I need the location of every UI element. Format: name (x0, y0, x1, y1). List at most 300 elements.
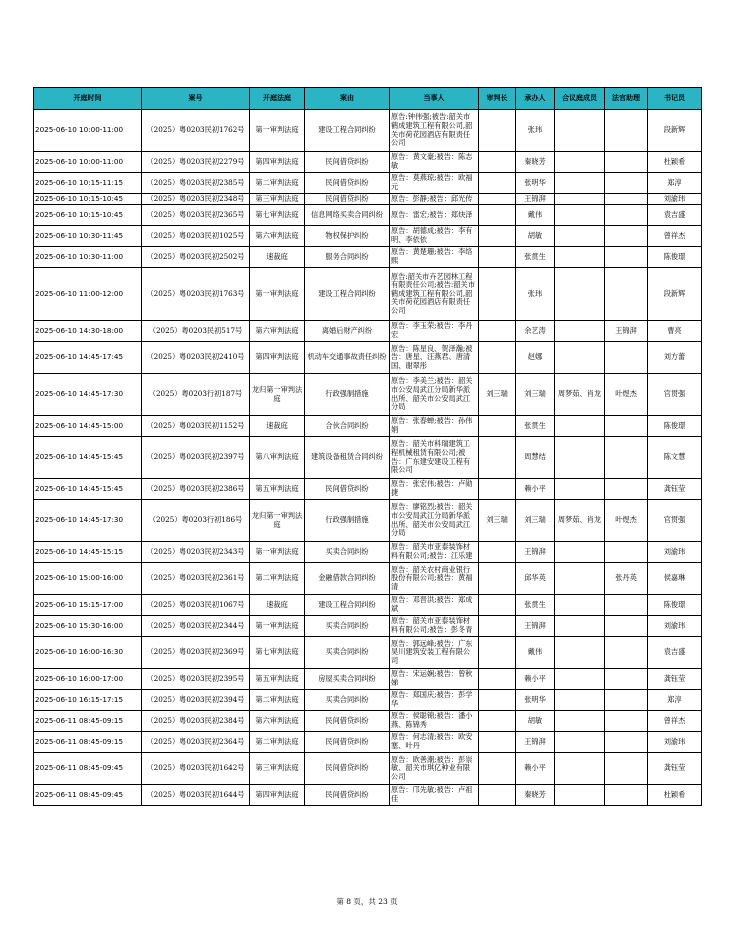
cause-cell: 民间借贷纠纷 (305, 753, 390, 785)
column-header-court: 开庭法庭 (250, 88, 305, 110)
court-cell: 第六审判法庭 (250, 226, 305, 247)
cause-cell: 建设工程合同纠纷 (305, 268, 390, 321)
table-row (34, 732, 702, 753)
handler-cell: 赵娜 (516, 342, 555, 374)
panel-members-cell (555, 732, 605, 753)
clerk-cell: 曹亮 (648, 321, 702, 342)
judge-assistant-cell (605, 542, 648, 563)
case-number-cell: （2025）粤0203民初1642号 (142, 753, 250, 785)
parties-cell: 原告：韶关农村商业银行股份有限公司;被告：黄福清 (390, 563, 479, 595)
judge-assistant-cell (605, 637, 648, 669)
presiding-judge-cell (479, 637, 516, 669)
handler-cell: 张贯生 (516, 416, 555, 437)
handler-cell: 张玮 (516, 268, 555, 321)
handler-cell: 秦晓芳 (516, 785, 555, 806)
cause-cell: 房屋买卖合同纠纷 (305, 669, 390, 690)
time-cell: 2025-06-10 10:15-10:45 (34, 205, 142, 226)
presiding-judge-cell (479, 205, 516, 226)
clerk-cell: 刘渝玮 (648, 732, 702, 753)
time-cell: 2025-06-10 14:45-15:45 (34, 479, 142, 500)
time-cell: 2025-06-10 10:30-11:45 (34, 226, 142, 247)
judge-assistant-cell (605, 479, 648, 500)
court-cell: 第四审判法庭 (250, 152, 305, 173)
court-cell: 第六审判法庭 (250, 711, 305, 732)
court-cell: 第一审判法庭 (250, 268, 305, 321)
cause-cell: 民间借贷纠纷 (305, 173, 390, 194)
court-cell: 第四审判法庭 (250, 785, 305, 806)
court-cell: 第三审判法庭 (250, 753, 305, 785)
judge-assistant-cell (605, 247, 648, 268)
handler-cell: 张明华 (516, 173, 555, 194)
table-row (34, 268, 702, 321)
parties-cell: 原告：邝先敏;被告：卢祖佳 (390, 785, 479, 806)
case-number-cell: （2025）粤0203民初2365号 (142, 205, 250, 226)
table-row (34, 753, 702, 785)
handler-cell: 张明华 (516, 690, 555, 711)
parties-cell: 原告：张春蝉;被告：孙伟娟 (390, 416, 479, 437)
cause-cell: 买卖合同纠纷 (305, 637, 390, 669)
parties-cell: 原告：欧善潮;被告：彭崇敏、韶关市琪亿种业有限公司 (390, 753, 479, 785)
clerk-cell: 杜颖希 (648, 152, 702, 173)
time-cell: 2025-06-10 15:30-16:00 (34, 616, 142, 637)
handler-cell: 赖小平 (516, 669, 555, 690)
case-number-cell: （2025）粤0203民初1152号 (142, 416, 250, 437)
table-row (34, 374, 702, 416)
judge-assistant-cell (605, 669, 648, 690)
presiding-judge-cell (479, 785, 516, 806)
column-header-panel-members: 合议庭成员 (555, 88, 605, 110)
judge-assistant-cell (605, 595, 648, 616)
case-number-cell: （2025）粤0203民初2397号 (142, 437, 250, 479)
case-number-cell: （2025）粤0203民初1762号 (142, 110, 250, 152)
case-number-cell: （2025）粤0203行初186号 (142, 500, 250, 542)
case-number-cell: （2025）粤0203民初1644号 (142, 785, 250, 806)
panel-members-cell (555, 416, 605, 437)
cause-cell: 民间借贷纠纷 (305, 194, 390, 205)
table-row (34, 416, 702, 437)
cause-cell: 金融借款合同纠纷 (305, 563, 390, 595)
presiding-judge-cell (479, 437, 516, 479)
judge-assistant-cell (605, 753, 648, 785)
judge-assistant-cell (605, 205, 648, 226)
case-number-cell: （2025）粤0203民初1067号 (142, 595, 250, 616)
presiding-judge-cell (479, 226, 516, 247)
presiding-judge-cell (479, 173, 516, 194)
column-header-cause: 案由 (305, 88, 390, 110)
cause-cell: 民间借贷纠纷 (305, 711, 390, 732)
time-cell: 2025-06-10 14:45-17:30 (34, 500, 142, 542)
handler-cell: 秦晓芳 (516, 152, 555, 173)
panel-members-cell (555, 616, 605, 637)
table-row (34, 637, 702, 669)
cause-cell: 民间借贷纠纷 (305, 152, 390, 173)
handler-cell: 王锦湃 (516, 616, 555, 637)
table-row (34, 437, 702, 479)
court-cell: 第四审判法庭 (250, 342, 305, 374)
case-number-cell: （2025）粤0203民初2348号 (142, 194, 250, 205)
presiding-judge-cell (479, 247, 516, 268)
parties-cell: 原告:钟伟强;被告:韶关市鹤成建筑工程有限公司,韶关市荷花园酒店有限责任公司 (390, 110, 479, 152)
handler-cell: 胡敏 (516, 711, 555, 732)
table-row (34, 342, 702, 374)
clerk-cell: 袁吉盛 (648, 637, 702, 669)
case-number-cell: （2025）粤0203民初2385号 (142, 173, 250, 194)
column-header-parties: 当事人 (390, 88, 479, 110)
judge-assistant-cell (605, 226, 648, 247)
cause-cell: 买卖合同纠纷 (305, 542, 390, 563)
handler-cell: 周慧结 (516, 437, 555, 479)
clerk-cell: 刘渝玮 (648, 194, 702, 205)
cause-cell: 信息网络买卖合同纠纷 (305, 205, 390, 226)
table-header-row (34, 88, 702, 110)
cause-cell: 合伙合同纠纷 (305, 416, 390, 437)
table-row (34, 205, 702, 226)
time-cell: 2025-06-10 14:45-15:00 (34, 416, 142, 437)
clerk-cell: 刘渝玮 (648, 616, 702, 637)
court-cell: 第二审判法庭 (250, 690, 305, 711)
parties-cell: 原告：胡德成;被告：李有明、李依依 (390, 226, 479, 247)
clerk-cell: 龚钰莹 (648, 479, 702, 500)
cause-cell: 服务合同纠纷 (305, 247, 390, 268)
panel-members-cell (555, 690, 605, 711)
clerk-cell: 龚钰莹 (648, 669, 702, 690)
parties-cell: 原告：韶关市亚泰装饰材料有限公司;被告：彭冬青 (390, 616, 479, 637)
court-cell: 第二审判法庭 (250, 732, 305, 753)
handler-cell: 张玮 (516, 110, 555, 152)
panel-members-cell (555, 753, 605, 785)
parties-cell: 原告：郑国庆;被告：彭学华 (390, 690, 479, 711)
handler-cell: 王锦湃 (516, 732, 555, 753)
panel-members-cell (555, 173, 605, 194)
parties-cell: 原告：廖铭烈;被告：韶关市公安局武江分局新华派出所、韶关市公安局武江分局 (390, 500, 479, 542)
judge-assistant-cell (605, 732, 648, 753)
clerk-cell: 陈俊璟 (648, 247, 702, 268)
page-footer: 第 8 页，共 23 页 (336, 897, 398, 906)
column-header-case-number: 案号 (142, 88, 250, 110)
time-cell: 2025-06-10 16:00-17:00 (34, 669, 142, 690)
cause-cell: 物权保护纠纷 (305, 226, 390, 247)
panel-members-cell (555, 268, 605, 321)
judge-assistant-cell: 张丹英 (605, 563, 648, 595)
handler-cell: 刘三瑞 (516, 374, 555, 416)
time-cell: 2025-06-11 08:45-09:45 (34, 753, 142, 785)
time-cell: 2025-06-10 11:00-12:00 (34, 268, 142, 321)
presiding-judge-cell (479, 563, 516, 595)
parties-cell: 原告：张宏伟;被告：卢勋捷 (390, 479, 479, 500)
court-cell: 第一审判法庭 (250, 542, 305, 563)
panel-members-cell: 周梦茹、肖龙 (555, 374, 605, 416)
table-row (34, 542, 702, 563)
case-number-cell: （2025）粤0203民初2502号 (142, 247, 250, 268)
handler-cell: 刘三瑞 (516, 500, 555, 542)
case-number-cell: （2025）粤0203民初1763号 (142, 268, 250, 321)
table-row (34, 152, 702, 173)
court-cell: 速裁庭 (250, 595, 305, 616)
panel-members-cell (555, 669, 605, 690)
court-cell: 第三审判法庭 (250, 194, 305, 205)
case-number-cell: （2025）粤0203民初2279号 (142, 152, 250, 173)
clerk-cell: 郑淳 (648, 690, 702, 711)
time-cell: 2025-06-10 16:00-16:30 (34, 637, 142, 669)
parties-cell: 原告：李美兰;被告：韶关市公安局武江分局新华派出所、韶关市公安局武江分局 (390, 374, 479, 416)
parties-cell: 原告：雷宏;被告：郑炔泽 (390, 205, 479, 226)
table-row (34, 690, 702, 711)
time-cell: 2025-06-10 14:45-15:45 (34, 437, 142, 479)
judge-assistant-cell (605, 173, 648, 194)
handler-cell: 王锦湃 (516, 194, 555, 205)
column-header-time: 开庭时间 (34, 88, 142, 110)
case-number-cell: （2025）粤0203民初2410号 (142, 342, 250, 374)
time-cell: 2025-06-11 08:45-09:45 (34, 785, 142, 806)
clerk-cell: 龚钰莹 (648, 753, 702, 785)
time-cell: 2025-06-10 10:00-11:00 (34, 110, 142, 152)
case-number-cell: （2025）粤0203民初2384号 (142, 711, 250, 732)
presiding-judge-cell (479, 194, 516, 205)
handler-cell: 胡敏 (516, 226, 555, 247)
table-row (34, 173, 702, 194)
table-row (34, 194, 702, 205)
table-row (34, 479, 702, 500)
cause-cell: 民间借贷纠纷 (305, 732, 390, 753)
panel-members-cell (555, 152, 605, 173)
judge-assistant-cell (605, 342, 648, 374)
court-cell: 第一审判法庭 (250, 616, 305, 637)
cause-cell: 买卖合同纠纷 (305, 616, 390, 637)
clerk-cell: 陈俊璟 (648, 595, 702, 616)
panel-members-cell (555, 226, 605, 247)
table-row (34, 500, 702, 542)
judge-assistant-cell: 叶煜杰 (605, 374, 648, 416)
parties-cell: 原告：邓晋洪;被告：郑成斌 (390, 595, 479, 616)
parties-cell: 原告：黄楚珊;被告：李络熙 (390, 247, 479, 268)
table-row (34, 563, 702, 595)
presiding-judge-cell: 刘三瑞 (479, 374, 516, 416)
panel-members-cell (555, 110, 605, 152)
parties-cell: 原告：李玉荣;被告：李丹宏 (390, 321, 479, 342)
column-header-judge-assistant: 法官助理 (605, 88, 648, 110)
column-header-presiding-judge: 审判长 (479, 88, 516, 110)
panel-members-cell (555, 194, 605, 205)
court-cell: 龙归第一审判法庭 (250, 374, 305, 416)
clerk-cell: 刘渝玮 (648, 542, 702, 563)
parties-cell: 原告:韶关市卉艺园林工程有限责任公司;被告:韶关市鹤成建筑工程有限公司,韶关市荷花园酒店有限责任公司 (390, 268, 479, 321)
clerk-cell: 侯嘉琳 (648, 563, 702, 595)
time-cell: 2025-06-10 10:30-11:00 (34, 247, 142, 268)
panel-members-cell (555, 595, 605, 616)
court-cell: 速裁庭 (250, 247, 305, 268)
handler-cell: 邱华英 (516, 563, 555, 595)
cause-cell: 行政强制措施 (305, 500, 390, 542)
panel-members-cell (555, 637, 605, 669)
judge-assistant-cell: 叶煜杰 (605, 500, 648, 542)
time-cell: 2025-06-10 14:30-18:00 (34, 321, 142, 342)
parties-cell: 原告：彭静;被告：邱光传 (390, 194, 479, 205)
judge-assistant-cell: 王锦湃 (605, 321, 648, 342)
court-cell: 第七审判法庭 (250, 205, 305, 226)
presiding-judge-cell: 刘三瑞 (479, 500, 516, 542)
handler-cell: 戴伟 (516, 205, 555, 226)
parties-cell: 原告：莫燕琼;被告：欧福元 (390, 173, 479, 194)
cause-cell: 建筑设备租赁合同纠纷 (305, 437, 390, 479)
court-cell: 第七审判法庭 (250, 637, 305, 669)
parties-cell: 原告：韶关市科瑞建筑工程机械租赁有限公司;被告：广东建安建设工程有限公司 (390, 437, 479, 479)
presiding-judge-cell (479, 595, 516, 616)
judge-assistant-cell (605, 268, 648, 321)
clerk-cell: 刘方蕾 (648, 342, 702, 374)
clerk-cell: 陈文慧 (648, 437, 702, 479)
parties-cell: 原告：韶关市亚泰装饰材料有限公司;被告：江乐建 (390, 542, 479, 563)
judge-assistant-cell (605, 711, 648, 732)
cause-cell: 建设工程合同纠纷 (305, 595, 390, 616)
parties-cell: 原告：侯聪锦;被告：潘小燕、陈锦秀 (390, 711, 479, 732)
case-number-cell: （2025）粤0203民初2386号 (142, 479, 250, 500)
parties-cell: 原告：何志清;被告：欧安塞、叶丹 (390, 732, 479, 753)
court-cell: 第二审判法庭 (250, 563, 305, 595)
parties-cell: 原告：黄文豪;被告：陈志敏 (390, 152, 479, 173)
presiding-judge-cell (479, 711, 516, 732)
court-cell: 龙归第一审判法庭 (250, 500, 305, 542)
panel-members-cell (555, 205, 605, 226)
clerk-cell: 杜颖希 (648, 785, 702, 806)
case-number-cell: （2025）粤0203民初2364号 (142, 732, 250, 753)
panel-members-cell (555, 542, 605, 563)
time-cell: 2025-06-10 10:15-11:15 (34, 173, 142, 194)
time-cell: 2025-06-10 10:15-10:45 (34, 194, 142, 205)
time-cell: 2025-06-10 14:45-17:45 (34, 342, 142, 374)
table-row (34, 226, 702, 247)
handler-cell: 赖小平 (516, 479, 555, 500)
time-cell: 2025-06-11 08:45-09:15 (34, 732, 142, 753)
court-cell: 第五审判法庭 (250, 479, 305, 500)
presiding-judge-cell (479, 542, 516, 563)
court-cell: 第二审判法庭 (250, 173, 305, 194)
table-row (34, 785, 702, 806)
case-number-cell: （2025）粤0203民初2344号 (142, 616, 250, 637)
handler-cell: 赖小平 (516, 753, 555, 785)
time-cell: 2025-06-10 14:45-15:15 (34, 542, 142, 563)
time-cell: 2025-06-10 14:45-17:30 (34, 374, 142, 416)
time-cell: 2025-06-10 16:15-17:15 (34, 690, 142, 711)
panel-members-cell (555, 437, 605, 479)
judge-assistant-cell (605, 110, 648, 152)
table-row (34, 110, 702, 152)
presiding-judge-cell (479, 616, 516, 637)
time-cell: 2025-06-10 15:15-17:00 (34, 595, 142, 616)
court-cell: 第八审判法庭 (250, 437, 305, 479)
parties-cell: 原告：宋运娴;被告：曾秋娣 (390, 669, 479, 690)
hearing-schedule-table (33, 87, 702, 806)
cause-cell: 行政强制措施 (305, 374, 390, 416)
clerk-cell: 袁吉盛 (648, 205, 702, 226)
panel-members-cell (555, 563, 605, 595)
case-number-cell: （2025）粤0203民初2395号 (142, 669, 250, 690)
table-row (34, 616, 702, 637)
presiding-judge-cell (479, 110, 516, 152)
presiding-judge-cell (479, 268, 516, 321)
table-row (34, 711, 702, 732)
handler-cell: 余艺涛 (516, 321, 555, 342)
presiding-judge-cell (479, 416, 516, 437)
case-number-cell: （2025）粤0203民初2343号 (142, 542, 250, 563)
column-header-clerk: 书记员 (648, 88, 702, 110)
presiding-judge-cell (479, 690, 516, 711)
presiding-judge-cell (479, 732, 516, 753)
handler-cell: 张贯生 (516, 247, 555, 268)
presiding-judge-cell (479, 152, 516, 173)
panel-members-cell (555, 479, 605, 500)
presiding-judge-cell (479, 479, 516, 500)
panel-members-cell (555, 785, 605, 806)
panel-members-cell (555, 711, 605, 732)
judge-assistant-cell (605, 194, 648, 205)
case-number-cell: （2025）粤0203民初517号 (142, 321, 250, 342)
panel-members-cell (555, 342, 605, 374)
judge-assistant-cell (605, 437, 648, 479)
cause-cell: 离婚后财产纠纷 (305, 321, 390, 342)
judge-assistant-cell (605, 616, 648, 637)
cause-cell: 民间借贷纠纷 (305, 785, 390, 806)
cause-cell: 机动车交通事故责任纠纷 (305, 342, 390, 374)
judge-assistant-cell (605, 416, 648, 437)
presiding-judge-cell (479, 321, 516, 342)
clerk-cell: 陈俊璟 (648, 416, 702, 437)
case-number-cell: （2025）粤0203民初2369号 (142, 637, 250, 669)
panel-members-cell: 周梦茹、肖龙 (555, 500, 605, 542)
time-cell: 2025-06-10 10:00-11:00 (34, 152, 142, 173)
presiding-judge-cell (479, 669, 516, 690)
case-number-cell: （2025）粤0203行初187号 (142, 374, 250, 416)
clerk-cell: 曾祥杰 (648, 711, 702, 732)
clerk-cell: 曾祥杰 (648, 226, 702, 247)
court-cell: 第六审判法庭 (250, 321, 305, 342)
court-cell: 速裁庭 (250, 416, 305, 437)
presiding-judge-cell (479, 342, 516, 374)
judge-assistant-cell (605, 690, 648, 711)
table-row (34, 321, 702, 342)
table-row (34, 247, 702, 268)
table-row (34, 595, 702, 616)
judge-assistant-cell (605, 785, 648, 806)
clerk-cell: 郑淳 (648, 173, 702, 194)
handler-cell: 张贯生 (516, 595, 555, 616)
panel-members-cell (555, 247, 605, 268)
case-number-cell: （2025）粤0203民初2361号 (142, 563, 250, 595)
parties-cell: 原告：陈星良、贺泽瀚;被告：唐星、汪燕君、唐清国、谢翠彤 (390, 342, 479, 374)
case-number-cell: （2025）粤0203民初1025号 (142, 226, 250, 247)
clerk-cell: 官贯强 (648, 500, 702, 542)
clerk-cell: 官贯强 (648, 374, 702, 416)
time-cell: 2025-06-11 08:45-09:15 (34, 711, 142, 732)
table-row (34, 669, 702, 690)
court-cell: 第五审判法庭 (250, 669, 305, 690)
case-number-cell: （2025）粤0203民初2394号 (142, 690, 250, 711)
handler-cell: 王锦湃 (516, 542, 555, 563)
handler-cell: 戴伟 (516, 637, 555, 669)
cause-cell: 建设工程合同纠纷 (305, 110, 390, 152)
panel-members-cell (555, 321, 605, 342)
clerk-cell: 段新辉 (648, 110, 702, 152)
table-body (34, 110, 702, 806)
column-header-handler: 承办人 (516, 88, 555, 110)
cause-cell: 买卖合同纠纷 (305, 690, 390, 711)
parties-cell: 原告：郭远峰;被告：广东昊川建筑安装工程有限公司 (390, 637, 479, 669)
court-cell: 第一审判法庭 (250, 110, 305, 152)
clerk-cell: 段新辉 (648, 268, 702, 321)
time-cell: 2025-06-10 15:00-16:00 (34, 563, 142, 595)
cause-cell: 民间借贷纠纷 (305, 479, 390, 500)
presiding-judge-cell (479, 753, 516, 785)
judge-assistant-cell (605, 152, 648, 173)
